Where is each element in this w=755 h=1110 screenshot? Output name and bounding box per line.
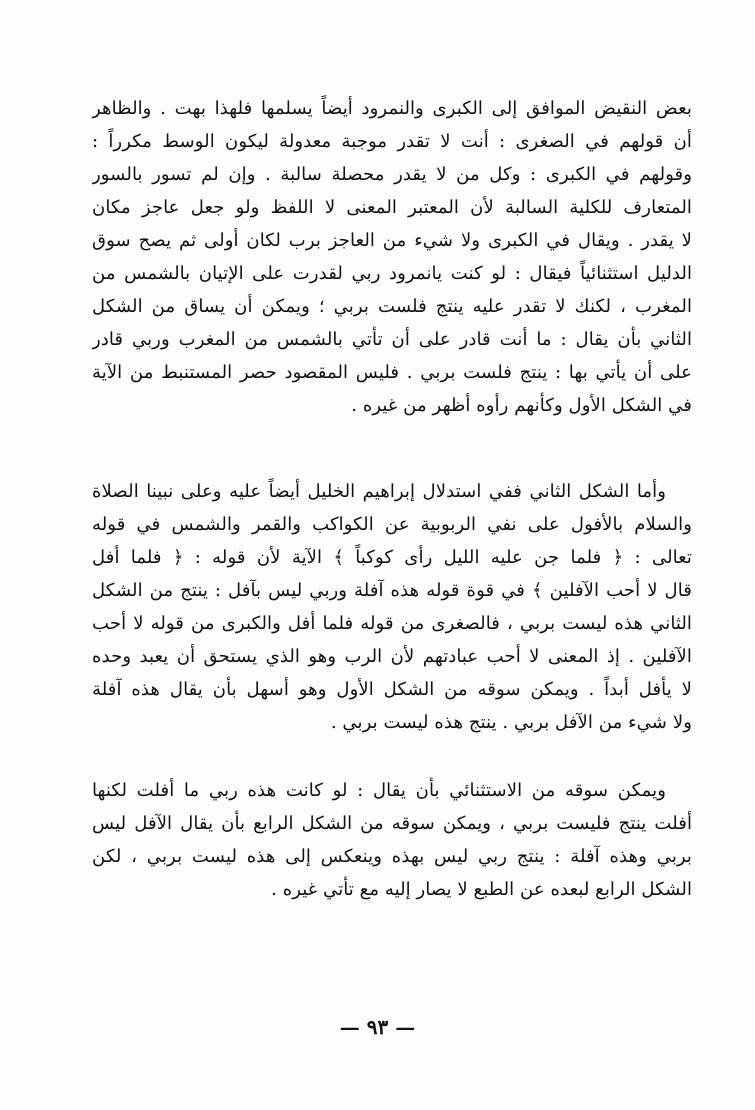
text-line: وأما الشكل الثاني ففي استدلال إبراهيم الخليل أيضاً عليه وعلى نبينا الصلاة	[92, 481, 666, 502]
page-number: — ٩٣ —	[339, 1015, 416, 1039]
text-line: الثاني هذه ليست بربي ، فالصغرى من قوله فلما أفل والكبرى من قوله لا أحب	[92, 613, 692, 634]
text-line: بعض النقيض الموافق إلى الكبرى والنمرود أيضاً يسلمها فلهذا بهت . والظاهر	[92, 98, 692, 119]
text-line: الثاني بأن يقال : ما أنت قادر على أن تأتي بالشمس من المغرب وربي قادر	[92, 329, 692, 350]
paragraph-1	[92, 92, 692, 422]
text-line: أفلت ينتج فليست بربي ، ويمكن سوقه من الشكل الرابع بأن يقال الآفل ليس	[92, 813, 692, 834]
text-line: على أن يأتي بها : ينتج فلست بربي . فليس المقصود حصر المستنبط من الآية	[92, 362, 692, 383]
text-line: المتعارف للكلية السالبة لأن المعتبر المعنى لا اللفظ ولو جعل عاجز مكان	[92, 197, 692, 218]
text-line: تعالى : ﴿ فلما جن عليه الليل رأى كوكباً ﴾ الآية لأن قوله : ﴿ فلما أفل	[92, 547, 692, 568]
text-line: لا يقدر . ويقال في الكبرى ولا شيء من العاجز برب لكان أولى ثم يصح سوق	[92, 230, 692, 251]
text-line: المغرب ، لكنك لا تقدر عليه ينتج فلست بربي ؛ ويمكن أن يساق من الشكل	[92, 296, 692, 317]
text-line: ويمكن سوقه من الاستثنائي بأن يقال : لو كانت هذه ربي ما أفلت لكنها	[92, 780, 666, 801]
paragraph-2	[92, 475, 692, 739]
text-line: الشكل الرابع لبعده عن الطبع لا يصار إليه مع تأتي غيره .	[271, 879, 692, 900]
text-line: أن قولهم في الصغرى : أنت لا تقدر موجبة معدولة ليكون الوسط مكرراً :	[92, 131, 692, 152]
paragraph-3	[92, 774, 692, 906]
text-line: قال لا أحب الآفلين ﴾ في قوة قوله هذه آفلة وربي ليس بآفل : ينتج من الشكل	[92, 580, 692, 601]
text-line: بربي وهذه آفلة : ينتج ربي ليس بهذه وينعكس إلى هذه ليست بربي ، لكن	[92, 846, 692, 867]
text-line: وقولهم في الكبرى : وكل من لا يقدر محصلة سالبة . وإن لم تسور بالسور	[92, 164, 692, 185]
text-line: في الشكل الأول وكأنهم رأوه أظهر من غيره .	[351, 395, 692, 416]
text-line: والسلام بالأفول على نفي الربوبية عن الكواكب والقمر والشمس في قوله	[92, 514, 692, 535]
text-line: لا يأفل أبداً . ويمكن سوقه من الشكل الأول وهو أسهل بأن يقال هذه آفلة	[92, 679, 692, 700]
text-line: الدليل استثنائياً فيقال : لو كنت يانمرود ربي لقدرت على الإتيان بالشمس من	[92, 263, 692, 284]
text-line: الآفلين . إذ المعنى لا أحب عبادتهم لأن الرب وهو الذي يستحق أن يعبد وحده	[92, 646, 692, 667]
text-line: ولا شيء من الآفل بربي . ينتج هذه ليست بربي .	[330, 712, 692, 733]
